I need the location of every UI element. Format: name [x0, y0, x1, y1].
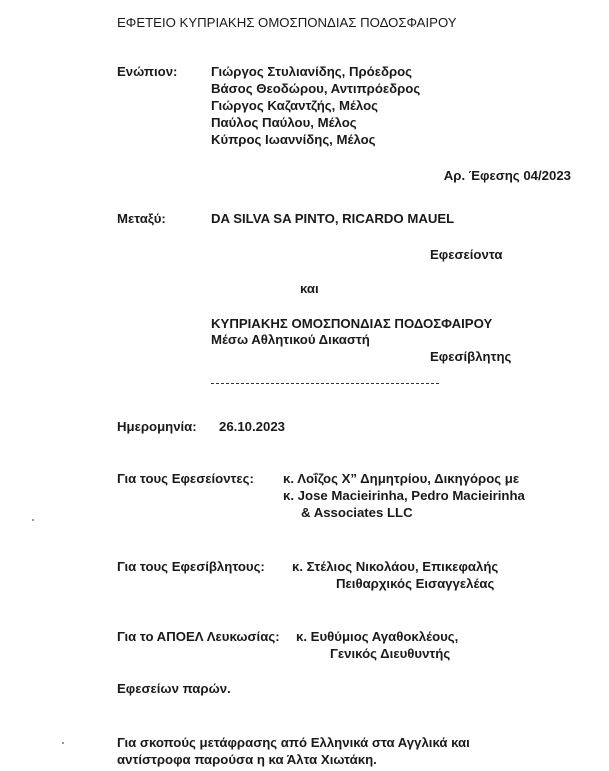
appellant-name: DA SILVA SA PINTO, RICARDO MAUEL [211, 211, 455, 226]
panel-member-3: Κύπρος Ιωαννίδης, Μέλος [211, 132, 376, 147]
translation-line: Για σκοπούς μετάφρασης από Ελληνικά στα Αγγλικά και [117, 735, 470, 750]
apoel-representative-title: Γενικός Διευθυντής [330, 646, 451, 661]
appellant-role: Εφεσείοντα [430, 247, 503, 262]
panel-member-vice-president: Βάσος Θεοδώρου, Αντιπρόεδρος [211, 81, 421, 96]
appellants-counsel-label: Για τους Εφεσείοντες: [117, 471, 254, 486]
respondent-via: Μέσω Αθλητικού Δικαστή [211, 332, 370, 347]
respondents-counsel-label: Για τους Εφεσίβλητους: [117, 559, 265, 574]
panel-member-2: Παύλος Παύλου, Μέλος [211, 115, 357, 130]
appellants-counsel-line: & Associates LLC [301, 505, 413, 520]
translation-line: αντίστροφα παρούσα η κα Άλτα Χιωτάκη. [117, 752, 377, 767]
appellants-counsel-line: κ. Λοΐζος Χ” Δημητρίου, Δικηγόρος με [283, 471, 520, 486]
date-label: Ημερομηνία: [117, 419, 197, 434]
appellants-counsel-line: κ. Jose Macieirinha, Pedro Macieirinha [283, 488, 525, 503]
respondent-role: Εφεσίβλητης [430, 349, 512, 364]
apoel-representative: κ. Ευθύμιος Αγαθοκλέους, [296, 629, 459, 644]
date-value: 26.10.2023 [219, 419, 286, 434]
panel-member-president: Γιώργος Στυλιανίδης, Πρόεδρος [211, 64, 413, 79]
court-title: ΕΦΕΤΕΙΟ ΚΥΠΡΙΑΚΗΣ ΟΜΟΣΠΟΝΔΙΑΣ ΠΟΔΟΣΦΑΙΡΟΥ [117, 15, 457, 30]
appellants-present: Εφεσείων παρών. [117, 681, 231, 696]
respondents-counsel-line: κ. Στέλιος Νικολάου, Επικεφαλής [292, 559, 499, 574]
parties-label: Μεταξύ: [117, 211, 166, 226]
parties-conjunction: και [300, 281, 319, 296]
scan-speck [32, 519, 34, 521]
panel-label: Ενώπιον: [117, 64, 178, 79]
appeal-number: Αρ. Έφεσης 04/2023 [443, 168, 571, 183]
separator-line [211, 383, 439, 384]
apoel-label: Για το ΑΠΟΕΛ Λευκωσίας: [117, 629, 280, 644]
scan-speck [62, 742, 64, 744]
panel-member-1: Γιώργος Καζαντζής, Μέλος [211, 98, 379, 113]
respondent-name: ΚΥΠΡΙΑΚΗΣ ΟΜΟΣΠΟΝΔΙΑΣ ΠΟΔΟΣΦΑΙΡΟΥ [211, 316, 493, 331]
respondents-counsel-line: Πειθαρχικός Εισαγγελέας [336, 576, 495, 591]
